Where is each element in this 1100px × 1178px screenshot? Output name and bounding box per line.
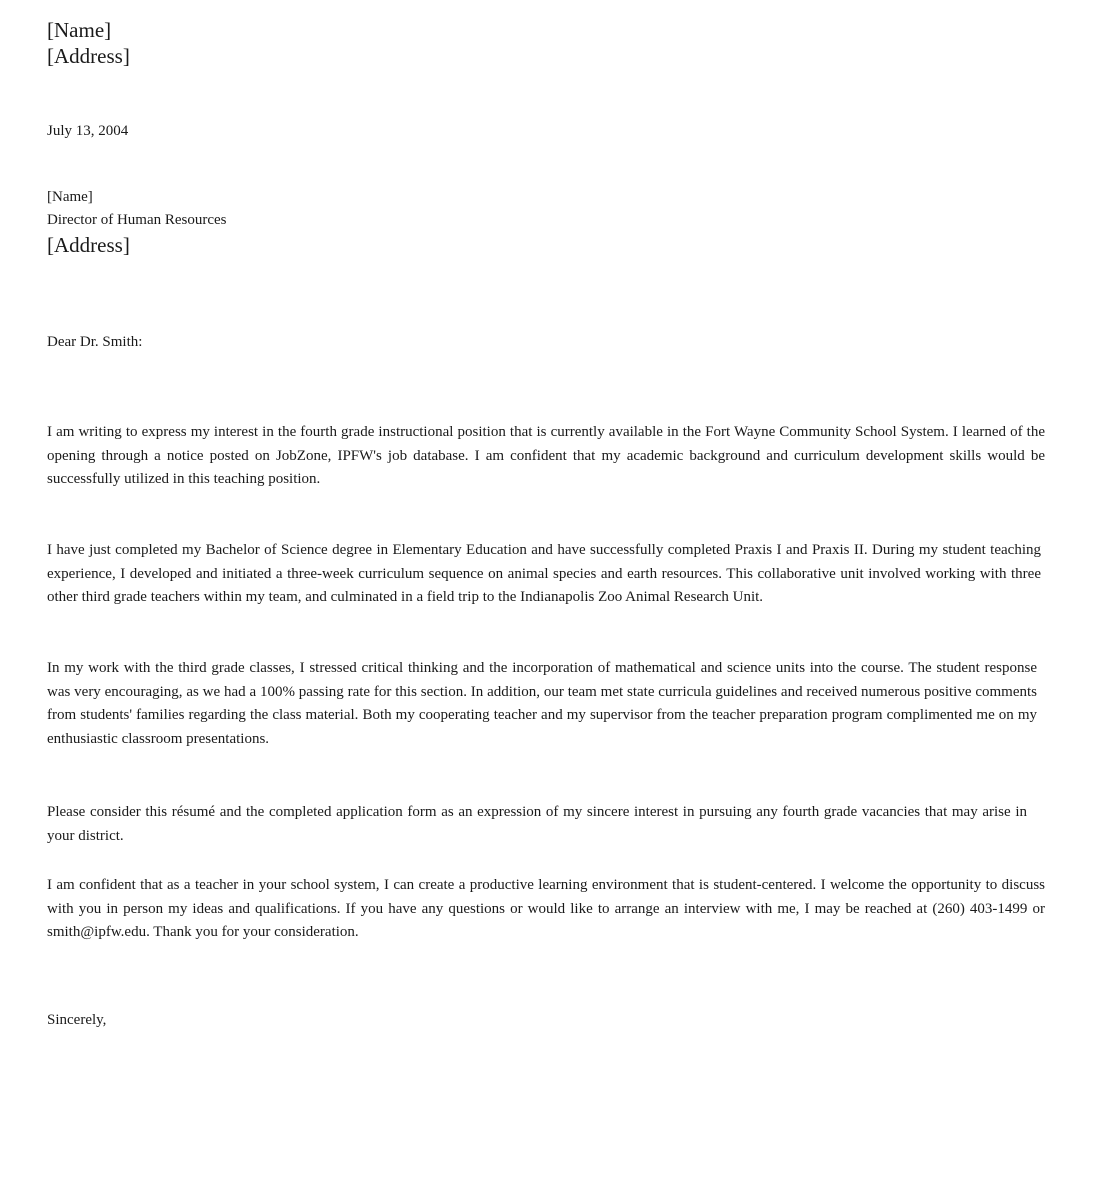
sender-address: [Address] [47, 44, 130, 68]
closing-text: Sincerely, [47, 1012, 107, 1028]
body-paragraph-5: I am confident that as a teacher in your school system, I can create a productive learning environment that is student-centered. I welcome the opportunity to discuss with you in person my ideas and qualifications. If you have any questions or would like to arrange an interview with me, I may be reached at (260) 403-1499 or smith@ipfw.edu. Thank you for your consideration. [47, 877, 1045, 940]
sender-name: [Name] [47, 18, 112, 42]
recipient-name: [Name] [47, 189, 93, 205]
recipient-title: Director of Human Resources [47, 212, 227, 228]
salutation [47, 331, 142, 354]
body-paragraph-1: I am writing to express my interest in the fourth grade instructional position that is currently available in the Fort Wayne Community School System. I learned of the opening through a notice posted on JobZone, IPFW's job database. I am confident that my academic background and curriculum development skills would be successfully utilized in this teaching position. [47, 424, 1045, 487]
body-paragraph-4: Please consider this résumé and the completed application form as an expression of my sincere interest in pursuing any fourth grade vacancies that may arise in your district. [47, 804, 1027, 844]
letter-date [47, 120, 128, 143]
recipient-block [47, 186, 227, 258]
recipient-address: [Address] [47, 233, 130, 257]
body-paragraph-2: I have just completed my Bachelor of Science degree in Elementary Education and have successfully completed Praxis I and Praxis II. During my student teaching experience, I developed and initiated a three-week curriculum sequence on animal species and earth resources. This collaborative unit involved working with three other third grade teachers within my team, and culminated in a field trip to the Indianapolis Zoo Animal Research Unit. [47, 542, 1041, 605]
body-paragraph-3: In my work with the third grade classes, I stressed critical thinking and the incorporation of mathematical and science units into the course. The student response was very encouraging, as we had a 100% passing rate for this section. In addition, our team met state curricula guidelines and received numerous positive comments from students' families regarding the class material. Both my cooperating teacher and my supervisor from the teacher preparation program complimented me on my enthusiastic classroom presentations. [47, 660, 1037, 747]
date-text: July 13, 2004 [47, 123, 129, 139]
sender-block [47, 17, 130, 69]
closing [47, 1009, 106, 1032]
salutation-text: Dear Dr. Smith: [47, 334, 143, 350]
